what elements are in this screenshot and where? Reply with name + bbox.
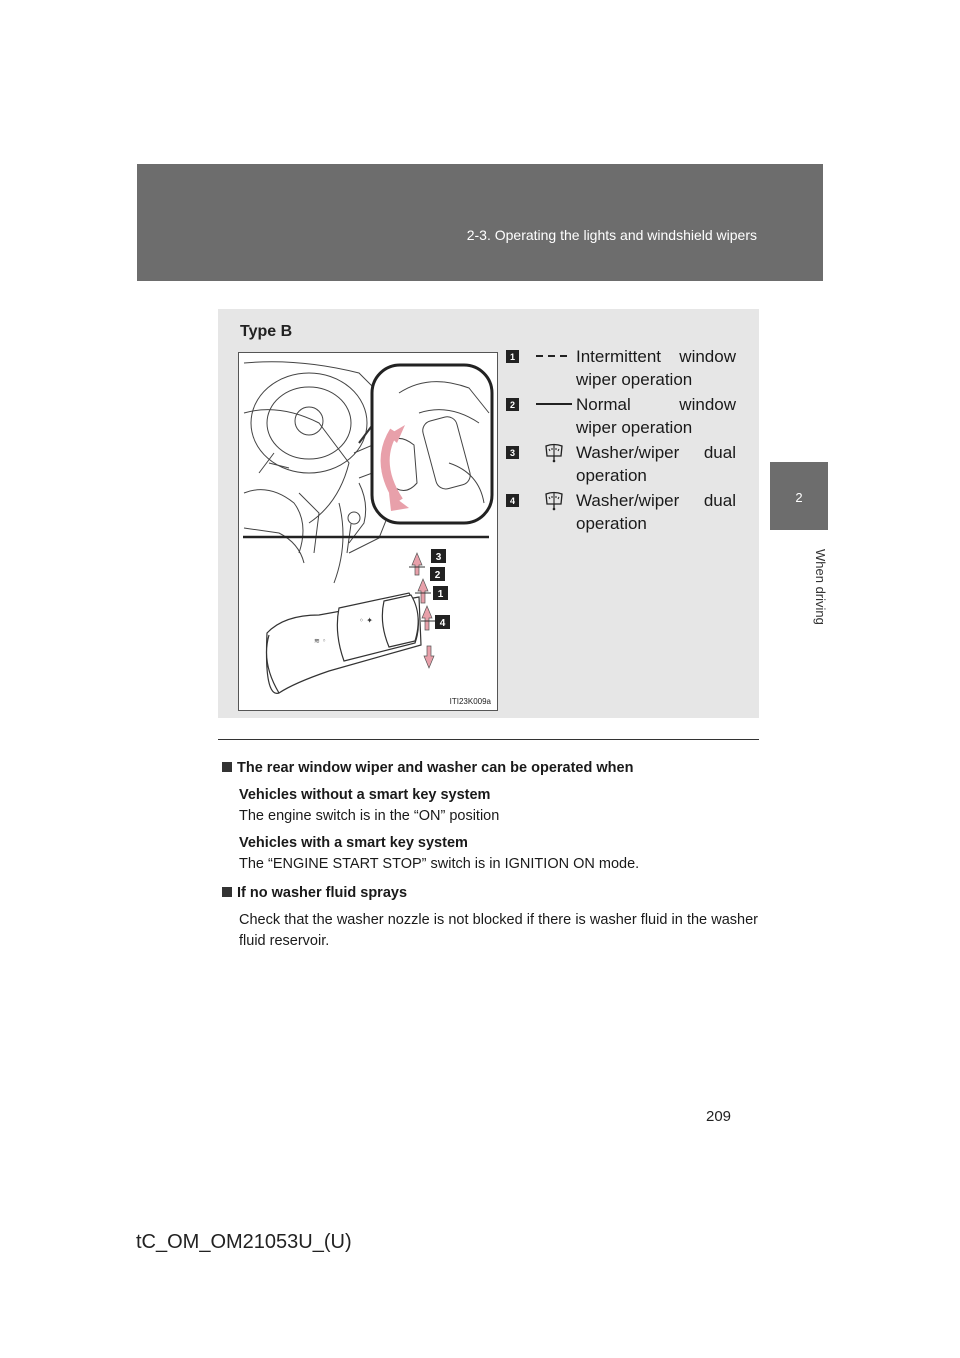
subheading: Vehicles without a smart key system [239,787,491,803]
legend-item [506,489,748,537]
paragraph: The engine switch is in the “ON” position [239,808,500,824]
legend-item [506,345,748,393]
section-title: 2-3. Operating the lights and windshield wipers [466,227,757,243]
page-number: 209 [706,1108,732,1125]
svg-text:1: 1 [437,589,444,600]
figure-badge-4 [435,615,450,629]
section-heading: If no washer fluid sprays [222,883,758,904]
square-bullet-icon [222,762,232,772]
square-bullet-icon [222,887,232,897]
subheading: Vehicles with a smart key system [239,835,468,851]
chapter-number-tab: 2 [770,462,828,530]
chapter-label: When driving [813,549,828,625]
legend [506,345,748,537]
solid-line-icon [532,393,576,415]
figure-badge-3 [431,549,446,563]
wiper-lever-illustration [239,353,497,710]
legend-item [506,393,748,441]
figure-badge-2 [430,567,445,581]
svg-text:◦ ✦: ◦ ✦ [359,616,373,625]
washer-icon [532,441,576,463]
figure-badge-1 [433,586,448,600]
section-heading: The rear window wiper and washer can be operated when [222,758,758,779]
info-panel [218,309,759,718]
legend-badge: 3 [506,446,519,459]
body-text [222,758,758,952]
svg-text:4: 4 [439,618,446,629]
figure-code: ITI23K009a [449,697,491,706]
washer-icon [532,489,576,511]
document-code: tC_OM_OM21053U_(U) [136,1231,352,1253]
legend-text: Normal window wiper operation [576,395,736,437]
type-title: Type B [240,323,293,340]
legend-text: Washer/wiper dual operation [576,443,736,485]
svg-text:3: 3 [435,552,442,563]
legend-badge: 1 [506,350,519,363]
wiper-lever-figure [238,352,498,711]
wiper-lever-icon [267,593,422,693]
dashed-line-icon [532,345,576,367]
legend-text: Washer/wiper dual operation [576,491,736,533]
legend-badge: 2 [506,398,519,411]
svg-text:2: 2 [434,570,441,581]
legend-text: Intermittent window wiper operation [576,347,736,389]
paragraph: The “ENGINE START STOP” switch is in IGNITION ON mode. [239,856,640,872]
legend-badge: 4 [506,494,519,507]
header-band [137,164,823,281]
paragraph: Check that the washer nozzle is not blocked if there is washer fluid in the washer fluid reservoir. [239,912,758,949]
section-divider [218,739,759,740]
svg-text:≋ ◦: ≋ ◦ [314,637,327,645]
legend-item [506,441,748,489]
